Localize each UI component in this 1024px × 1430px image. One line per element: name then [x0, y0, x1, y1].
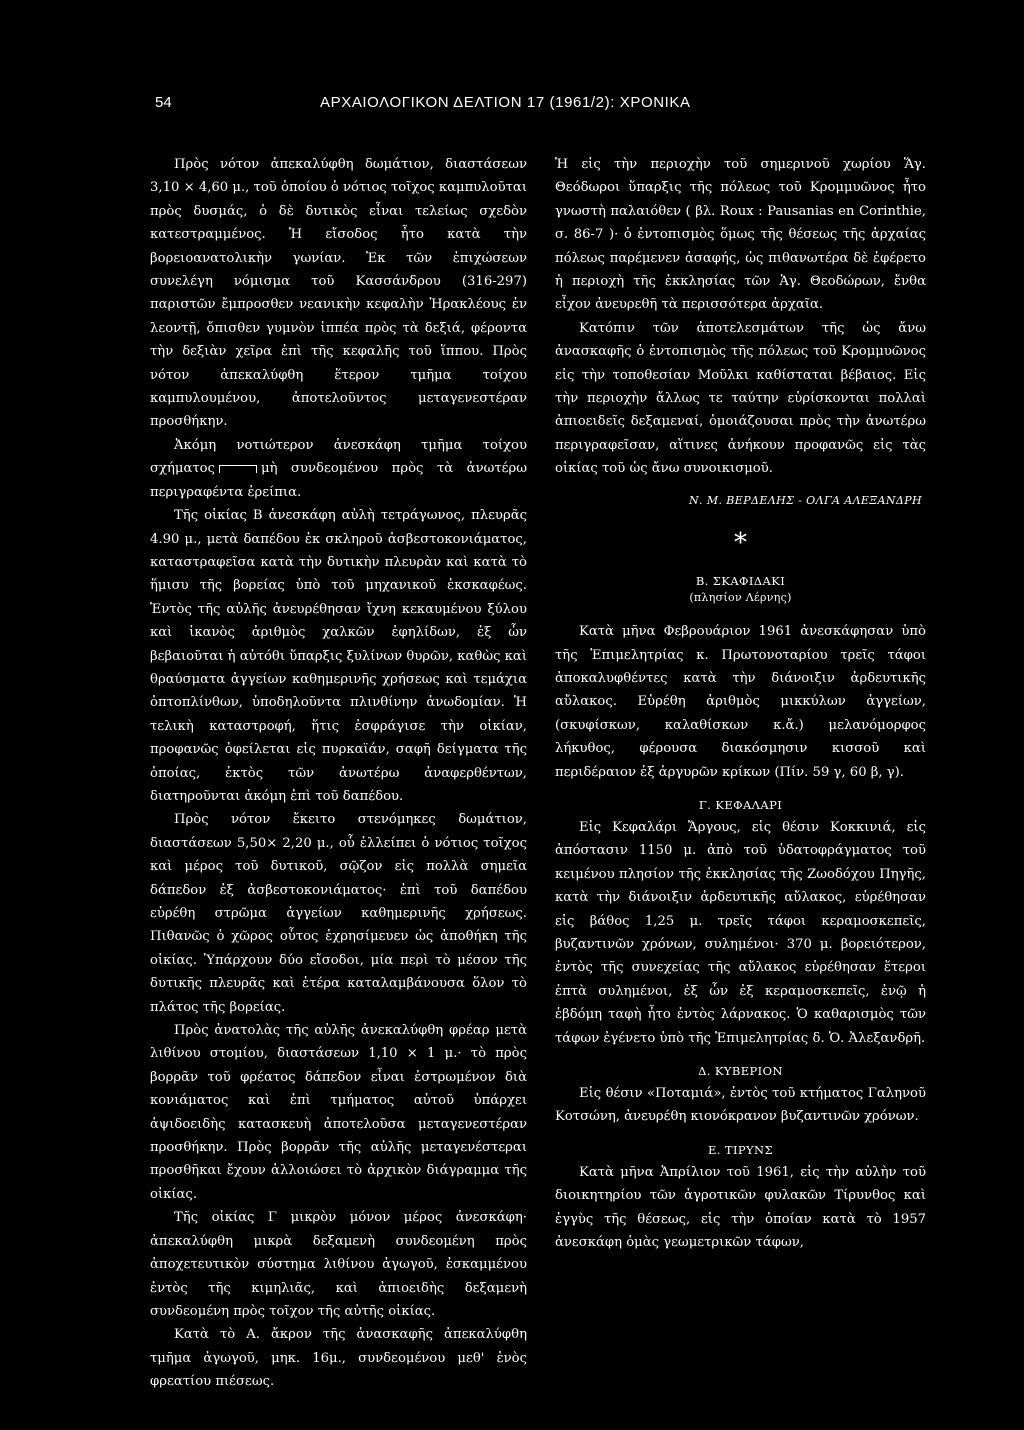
page-number: 54	[155, 94, 172, 111]
paragraph: Κατὰ μῆνα Ἀπρίλιον τοῦ 1961, εἰς τὴν αὐλὴν τοῦ διοικητηρίου τῶν ἀγροτικῶν φυλακῶν Τίρυνθος καὶ ἐγγὺς τῆς θέσεως, εἰς τὴν ὁποίαν κατὰ τὸ 1957 ἀνεσκάφη ὁμὰς γεωμετρικῶν τάφων,	[555, 1164, 926, 1251]
paragraph: Κατὰ μῆνα Φεβρουάριον 1961 ἀνεσκάφησαν ὑπὸ τῆς Ἐπιμελητρίας κ. Πρωτονοταρίου τρεῖς τάφοι ἀποκαλυφθέντες κατὰ τὴν διάνοιξιν ἀρδευτικῆς αὔλακος. Εὑρέθη ἀριθμὸς μικκύλων ἀγγείων, (σκυφίσκων, καλαθίσκων κ.ἄ.) μελανόμορφος λήκυθος, φέρουσα διακόσμησιν κισσοῦ καὶ περιδέραιον ἐξ ἀργυρῶν κρίκων (Πίν. 59 γ, 60 β, γ).	[555, 624, 926, 780]
paragraph: Πρὸς νότον ἔκειτο στενόμηκες δωμάτιον, διαστάσεων 5,50× 2,20 μ., οὗ ἐλλείπει ὁ νότιος τοῖχος καὶ μέρος τοῦ δυτικοῦ, σῷζον εἰς πολλὰ σημεῖα δάπεδον ἐξ ἀσβεστοκονιάματος· ἐπὶ τοῦ δαπέδου εὑρέθη στρῶμα ἀγγείων καθημερινῆς χρήσεως. Πιθανῶς ὁ χῶρος οὗτος ἐχρησίμευεν ὡς ἀποθήκη τῆς οἰκίας. Ὑπάρχουν δύο εἴσοδοι, μία περὶ τὸ μέσον τῆς δυτικῆς πλευρᾶς καὶ ἑτέρα καταλαμβάνουσα ὅλον τὸ πλάτος τῆς βορείας.	[150, 812, 527, 1015]
paragraph	[150, 434, 527, 504]
paragraph: Πρὸς νότον ἀπεκαλύφθη δωμάτιον, διαστάσεων 3,10 × 4,60 μ., τοῦ ὁποίου ὁ νότιος τοῖχος καμπυλοῦται πρὸς δυσμάς, ὁ δὲ δυτικὸς εἶναι τελείως σχεδὸν κατεστραμμένος. Ἡ εἴσοδος ἦτο κατὰ τὴν βορειοανατολικὴν γωνίαν. Ἐκ τῶν ἐπιχώσεων συνελέγη νόμισμα τοῦ Κασσάνδρου (316-297) παριστῶν ἔμπροσθεν νεανικὴν κεφαλὴν Ἡρακλέους ἐν λεοντῇ, ὄπισθεν γυμνὸν ἱππέα πρὸς τὰ δεξιά, φέροντα τὴν δεξιὰν χεῖρα ἐπὶ τῆς κεφαλῆς τοῦ ἵππου. Πρὸς νότον ἀπεκαλύφθη ἕτερον τμῆμα τοίχου καμπυλουμένου, ἀποτελοῦντος μεταγενεστέραν προσθήκην.	[150, 157, 527, 430]
paragraph: Πρὸς ἀνατολὰς τῆς αὐλῆς ἀνεκαλύφθη φρέαρ μετὰ λιθίνου στομίου, διαστάσεων 1,10 × 1 μ.· τὸ πρὸς βορρᾶν τοῦ φρέατος δάπεδον εἶναι ἐστρωμένον διὰ κονιάματος καὶ ἐπὶ τμήματος αὐτοῦ ὑπάρχει ἀψιδοειδὴς κατασκευὴ ἀποτελοῦσα μεταγενεστέραν προσθήκην. Πρὸς βορρᾶν τῆς αὐλῆς μεταγενέστεραι προσθῆκαι ἔχουν ἀλλοιώσει τὸ ἀρχικὸν διάγραμμα τῆς οἰκίας.	[150, 1023, 527, 1202]
journal-title: ΑΡΧΑΙΟΛΟΓΙΚΟΝ ΔΕΛΤΙΟΝ 17 (1961/2): ΧΡΟΝΙΚΑ	[320, 94, 691, 111]
section-heading: Γ. ΚΕΦΑΛΑΡΙ	[698, 797, 783, 812]
text-span: μὴ συνδεομένου πρὸς τὰ ἀνωτέρω περιγραφέντα ἐρείπια.	[150, 461, 527, 500]
right-column	[555, 153, 926, 1254]
section-divider-star: *	[734, 528, 747, 559]
running-header	[155, 94, 775, 118]
wall-shape-icon	[219, 465, 257, 473]
paragraph: Εἰς θέσιν «Ποταμιά», ἐντὸς τοῦ κτήματος Γαληνοῦ Κοτσώνη, ἀνευρέθη κιονόκρανον βυζαντινῶν χρόνων.	[555, 1086, 926, 1125]
section-subheading: (πλησίον Λέρνης)	[689, 591, 792, 605]
paragraph: Τῆς οἰκίας Γ μικρὸν μόνον μέρος ἀνεσκάφη· ἀπεκαλύφθη μικρὰ δεξαμενὴ συνδεομένη πρὸς ἀποχετευτικὸν σύστημα λιθίνου ἀγωγοῦ, ἐσκαμμένου ἐντὸς τῆς κιμηλιᾶς, καὶ ἀπιοειδὴς δεξαμενὴ συνδεομένη πρὸς τοῖχον τῆς αὐτῆς οἰκίας.	[150, 1210, 527, 1319]
section-heading: Β. ΣΚΑΦΙΔΑΚΙ	[695, 574, 786, 589]
section-heading: Ε. ΤΙΡΥΝΣ	[707, 1142, 774, 1157]
text-span: Ἀκόμη νοτιώτερον ἀνεσκάφη τμῆμα τοίχου σχήματος	[150, 437, 527, 477]
paragraph: Κατόπιν τῶν ἀποτελεσμάτων τῆς ὡς ἄνω ἀνασκαφῆς ὁ ἐντοπισμὸς τῆς πόλεως τοῦ Κρομμυῶνος εἰς τὴν τοποθεσίαν Μοῦλκι καθίσταται βέβαιος. Εἰς τὴν περιοχὴν ἄλλως τε ταύτην εὑρίσκονται πολλαὶ ἀπιοειδεῖς δεξαμεναί, ὁμοιάζουσαι πρὸς τὴν ἀνωτέρω περιγραφεῖσαν, αἵτινες ἀνήκουν προφανῶς εἰς τὰς οἰκίας τοῦ ὡς ἄνω συνοικισμοῦ.	[555, 320, 926, 477]
paragraph: Ἡ εἰς τὴν περιοχὴν τοῦ σημερινοῦ χωρίου Ἅγ. Θεόδωροι ὕπαρξις τῆς πόλεως τοῦ Κρομμυῶνος ἦτο γνωστὴ παλαιόθεν ( βλ. Roux : Pausanias en Corinthie, σ. 86-7 )· ὁ ἐντοπισμὸς ὅμως τῆς θέσεως τῆς ἀρχαίας πόλεως παρέμενεν ἀσαφής, ὡς πιθανωτέρα δὲ ἐφέρετο ἡ περιοχὴ τῆς ἐκκλησίας τῶν Ἁγ. Θεοδώρων, ἔνθα εἶχον ἀνευρεθῆ τὰ περισσότερα ἀρχαῖα.	[555, 157, 926, 313]
paragraph: Εἰς Κεφαλάρι Ἄργους, εἰς θέσιν Κοκκινιά, εἰς ἀπόστασιν 1150 μ. ἀπὸ τοῦ ὑδατοφράγματος τοῦ κειμένου πλησίον τῆς ἐκκλησίας τῆς Ζωοδόχου Πηγῆς, κατὰ τὴν διάνοιξιν ἀρδευτικῆς αὔλακος, εὑρέθησαν εἰς βάθος 1,25 μ. τρεῖς τάφοι κεραμοσκεπεῖς, βυζαντινῶν χρόνων, συλημένοι· 370 μ. βορειότερον, ἐντὸς τῆς συνεχείας τῆς αὔλακος εὑρέθησαν ἕτεροι ἑπτὰ συλημένοι, ἐξ ὧν ἐξ κεραμοσκεπεῖς, ἐνῷ ἡ ἑβδόμη ταφὴ ἦτο ἐντὸς λάρνακος. Ὁ καθαρισμὸς τῶν τάφων ἐγένετο ὑπὸ τῆς Ἐπιμελητρίας δ. Ὁ. Ἀλεξανδρῆ.	[555, 819, 926, 1046]
paragraph: Κατὰ τὸ Α. ἄκρον τῆς ἀνασκαφῆς ἀπεκαλύφθη τμῆμα ἀγωγοῦ, μηκ. 16μ., συνδεομένου μεθ' ἑνὸς φρεατίου πιέσεως.	[150, 1327, 527, 1390]
section-heading: Δ. ΚΥΒΕΡΙΟΝ	[698, 1064, 783, 1078]
paragraph: Τῆς οἰκίας Β ἀνεσκάφη αὐλὴ τετράγωνος, πλευρᾶς 4.90 μ., μετὰ δαπέδου ἐκ σκληροῦ ἀσβεστοκονιάματος, καταστραφεῖσα κατὰ τὴν δυτικὴν πλευρὰν καὶ κατὰ τὸ ἥμισυ τῆς βορείας ὑπὸ τοῦ μηχανικοῦ ἐκσκαφέως. Ἐντὸς τῆς αὐλῆς ἀνευρέθησαν ἴχνη κεκαυμένου ξύλου καὶ ἱκανὸς ἀριθμὸς χαλκῶν ἐφηλίδων, ἐξ ὧν βεβαιοῦται ἡ αὐτόθι ὕπαρξις ξυλίνων θυρῶν, καθὼς καὶ θραύσματα ἀγγείων καθημερινῆς χρήσεως καὶ τεμάχια ὀπτοπλίνθων, ὑποδηλοῦντα πλινθίνην ἀνωδομίαν. Ἡ τελικὴ καταστροφή, ἥτις ἐσφράγισε τὴν οἰκίαν, προφανῶς ὀφείλεται εἰς πυρκαϊάν, σαφῆ δείγματα τῆς ὁποίας, ἐκτὸς τῶν ἀνωτέρω ἀναφερθέντων, διατηροῦνται ἀκόμη ἐπὶ τοῦ δαπέδου.	[150, 508, 527, 804]
left-column	[150, 153, 527, 1394]
author-signature: Ν. Μ. ΒΕΡΔΕΛΗΣ - ΟΛΓΑ ΑΛΕΞΑΝΔΡΗ	[689, 493, 922, 507]
